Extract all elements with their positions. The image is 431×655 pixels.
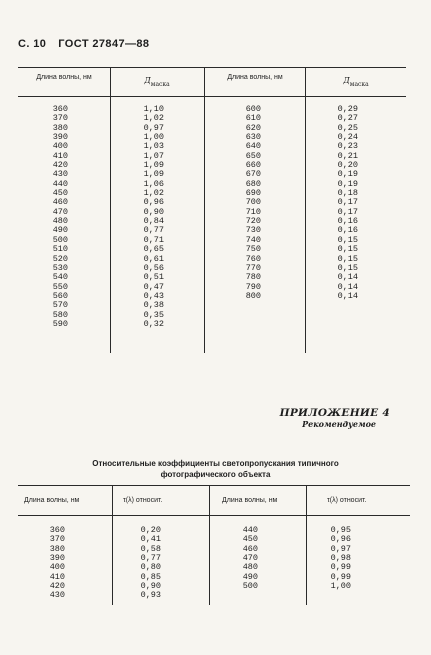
- table-cell-density: 1,07: [143, 150, 164, 161]
- table-cell-wavelength: 570: [52, 300, 68, 311]
- table-cell-wavelength: 680: [245, 178, 261, 189]
- table2-top-rule: [18, 485, 410, 486]
- table-cell-wavelength: 470: [52, 206, 68, 217]
- density-subscript: маска: [150, 81, 170, 88]
- table-cell-wavelength: 500: [52, 234, 68, 245]
- table-cell-density: 0,17: [337, 197, 358, 208]
- table1-top-rule: [18, 67, 406, 68]
- table1-header-density-left: [112, 76, 202, 89]
- table-cell-wavelength: 790: [245, 281, 261, 292]
- table2-header-coefficient-left: τ(λ) относит.: [123, 497, 163, 504]
- table-cell-density: 0,84: [143, 216, 164, 227]
- table-cell-wavelength: 660: [245, 160, 261, 171]
- page-header: [18, 38, 149, 50]
- table-cell-coefficient: 0,96: [330, 534, 351, 545]
- table-cell-wavelength: 420: [52, 160, 68, 171]
- table-cell-density: 0,15: [337, 253, 358, 264]
- table2-title: [0, 458, 431, 480]
- table-cell-wavelength: 550: [52, 281, 68, 292]
- table1-left-value-column: [120, 105, 164, 329]
- table1-divider: [305, 67, 306, 353]
- table-cell-density: 1,06: [143, 178, 164, 189]
- table-cell-wavelength: 520: [52, 253, 68, 264]
- table-cell-density: 0,18: [337, 188, 358, 199]
- table-cell-density: 0,96: [143, 197, 164, 208]
- table-cell-density: 0,15: [337, 244, 358, 255]
- table2-header-rule: [18, 515, 410, 516]
- table-cell-wavelength: 800: [245, 290, 261, 301]
- table-cell-wavelength: 490: [52, 225, 68, 236]
- table-cell-wavelength: 780: [245, 272, 261, 283]
- table-cell-coefficient: 0,90: [140, 581, 161, 592]
- table-cell-density: 0,24: [337, 132, 358, 143]
- table-cell-coefficient: 0,58: [140, 543, 161, 554]
- table-cell-density: 0,56: [143, 262, 164, 273]
- table-cell-coefficient: 0,80: [140, 562, 161, 573]
- table-cell-wavelength: 410: [52, 150, 68, 161]
- table-cell-wavelength: 500: [242, 581, 258, 592]
- table-cell-wavelength: 420: [49, 581, 65, 592]
- table-cell-density: 0,32: [143, 318, 164, 329]
- table1-header-wavelength-left: Длина волны, нм: [36, 74, 92, 81]
- table-cell-coefficient: 0,77: [140, 553, 161, 564]
- table-cell-wavelength: 430: [52, 169, 68, 180]
- table-cell-coefficient: 0,85: [140, 571, 161, 582]
- table2-divider: [209, 485, 210, 605]
- density-symbol: Д: [144, 76, 151, 85]
- table2-title-line1: Относительные коэффициенты светопропускания типичного: [92, 459, 339, 468]
- table-cell-density: 0,21: [337, 150, 358, 161]
- table2-right-value-column: [315, 526, 351, 591]
- table2-divider: [306, 485, 307, 605]
- table-cell-wavelength: 720: [245, 216, 261, 227]
- table1-header-rule: [18, 96, 406, 97]
- table-cell-density: 0,51: [143, 272, 164, 283]
- table-cell-density: 0,43: [143, 290, 164, 301]
- table-cell-density: 0,35: [143, 309, 164, 320]
- page-number: С. 10: [18, 38, 47, 50]
- table-cell-coefficient: 0,20: [140, 525, 161, 535]
- table-cell-density: 1,00: [143, 132, 164, 143]
- table-cell-wavelength: 430: [49, 590, 65, 601]
- table-cell-coefficient: 0,98: [330, 553, 351, 564]
- table-cell-density: 0,47: [143, 281, 164, 292]
- table-cell-density: 0,23: [337, 141, 358, 152]
- table-cell-wavelength: 690: [245, 188, 261, 199]
- table-cell-density: 0,16: [337, 225, 358, 236]
- table2-right-wavelength-column: [233, 526, 258, 591]
- table-cell-coefficient: 0,41: [140, 534, 161, 545]
- table2-left-wavelength-column: [40, 526, 65, 601]
- table1-divider: [204, 67, 205, 353]
- table-cell-density: 0,71: [143, 234, 164, 245]
- table-cell-wavelength: 400: [52, 141, 68, 152]
- table-cell-density: 1,02: [143, 188, 164, 199]
- table2-header-wavelength-right: Длина волны, нм: [222, 497, 278, 504]
- table-cell-wavelength: 640: [245, 141, 261, 152]
- table-cell-wavelength: 480: [52, 216, 68, 227]
- table-cell-wavelength: 380: [49, 543, 65, 554]
- table-cell-wavelength: 370: [52, 113, 68, 124]
- table-cell-wavelength: 530: [52, 262, 68, 273]
- table1-header-density-right: [308, 76, 404, 89]
- table-cell-density: 0,77: [143, 225, 164, 236]
- table-cell-density: 0,27: [337, 113, 358, 124]
- table-cell-density: 0,25: [337, 122, 358, 133]
- table-cell-coefficient: 0,93: [140, 590, 161, 601]
- table1-header-wavelength-right: Длина волны, нм: [227, 74, 283, 81]
- table-cell-wavelength: 450: [242, 534, 258, 545]
- table-cell-wavelength: 490: [242, 571, 258, 582]
- table-cell-density: 1,10: [143, 104, 164, 114]
- table-cell-wavelength: 450: [52, 188, 68, 199]
- table-cell-wavelength: 650: [245, 150, 261, 161]
- table-cell-density: 0,15: [337, 234, 358, 245]
- table2-header-coefficient-right: τ(λ) относит.: [327, 497, 367, 504]
- table-cell-wavelength: 370: [49, 534, 65, 545]
- table1-right-wavelength-column: [236, 105, 261, 301]
- table-cell-wavelength: 610: [245, 113, 261, 124]
- table-cell-wavelength: 440: [242, 525, 258, 535]
- table2-divider: [112, 485, 113, 605]
- table-cell-wavelength: 710: [245, 206, 261, 217]
- table-cell-wavelength: 460: [242, 543, 258, 554]
- table-cell-wavelength: 760: [245, 253, 261, 264]
- table-cell-density: 0,14: [337, 290, 358, 301]
- table-cell-density: 0,17: [337, 206, 358, 217]
- table-cell-density: 0,65: [143, 244, 164, 255]
- table-cell-wavelength: 470: [242, 553, 258, 564]
- table-cell-wavelength: 390: [49, 553, 65, 564]
- table-cell-wavelength: 590: [52, 318, 68, 329]
- table-cell-wavelength: 510: [52, 244, 68, 255]
- table-cell-density: 1,03: [143, 141, 164, 152]
- table-cell-density: 0,61: [143, 253, 164, 264]
- table-cell-density: 0,19: [337, 169, 358, 180]
- table2-title-line2: фотографического объекта: [160, 470, 271, 479]
- table-cell-wavelength: 480: [242, 562, 258, 573]
- table1-divider: [110, 67, 111, 353]
- table-cell-wavelength: 740: [245, 234, 261, 245]
- table-cell-wavelength: 770: [245, 262, 261, 273]
- table-cell-wavelength: 440: [52, 178, 68, 189]
- table-cell-wavelength: 700: [245, 197, 261, 208]
- table-cell-wavelength: 750: [245, 244, 261, 255]
- table1-left-wavelength-column: [40, 105, 68, 329]
- table-cell-wavelength: 400: [49, 562, 65, 573]
- table1-right-value-column: [318, 105, 358, 301]
- table-cell-coefficient: 1,00: [330, 581, 351, 592]
- table-cell-density: 0,97: [143, 122, 164, 133]
- table-cell-wavelength: 390: [52, 132, 68, 143]
- table2-header-wavelength-left: Длина волны, нм: [24, 497, 80, 504]
- table-cell-wavelength: 730: [245, 225, 261, 236]
- table-cell-density: 1,02: [143, 113, 164, 124]
- table-cell-density: 0,19: [337, 178, 358, 189]
- table-cell-density: 0,15: [337, 262, 358, 273]
- table-cell-coefficient: 0,99: [330, 562, 351, 573]
- standard-code: ГОСТ 27847—88: [58, 38, 150, 50]
- table-cell-wavelength: 460: [52, 197, 68, 208]
- table-cell-wavelength: 580: [52, 309, 68, 320]
- appendix-title: ПРИЛОЖЕНИЕ 4: [279, 407, 390, 419]
- table-cell-wavelength: 380: [52, 122, 68, 133]
- table-cell-wavelength: 630: [245, 132, 261, 143]
- table-cell-density: 0,90: [143, 206, 164, 217]
- table-cell-coefficient: 0,95: [330, 525, 351, 535]
- table-cell-density: 0,29: [337, 104, 358, 114]
- table-cell-wavelength: 670: [245, 169, 261, 180]
- table-cell-wavelength: 360: [52, 104, 68, 114]
- table-cell-wavelength: 620: [245, 122, 261, 133]
- table-cell-coefficient: 0,99: [330, 571, 351, 582]
- table2-left-value-column: [125, 526, 161, 601]
- table-cell-coefficient: 0,97: [330, 543, 351, 554]
- table-cell-density: 1,09: [143, 160, 164, 171]
- table-cell-density: 0,16: [337, 216, 358, 227]
- table-cell-wavelength: 600: [245, 104, 261, 114]
- table-cell-density: 1,09: [143, 169, 164, 180]
- table-cell-wavelength: 360: [49, 525, 65, 535]
- table-cell-wavelength: 410: [49, 571, 65, 582]
- density-subscript: маска: [349, 81, 369, 88]
- table-cell-density: 0,38: [143, 300, 164, 311]
- appendix-subtitle: Рекомендуемое: [302, 419, 376, 429]
- table-cell-wavelength: 560: [52, 290, 68, 301]
- table-cell-density: 0,14: [337, 281, 358, 292]
- table-cell-density: 0,20: [337, 160, 358, 171]
- table-cell-density: 0,14: [337, 272, 358, 283]
- density-symbol: Д: [343, 76, 350, 85]
- table-cell-wavelength: 540: [52, 272, 68, 283]
